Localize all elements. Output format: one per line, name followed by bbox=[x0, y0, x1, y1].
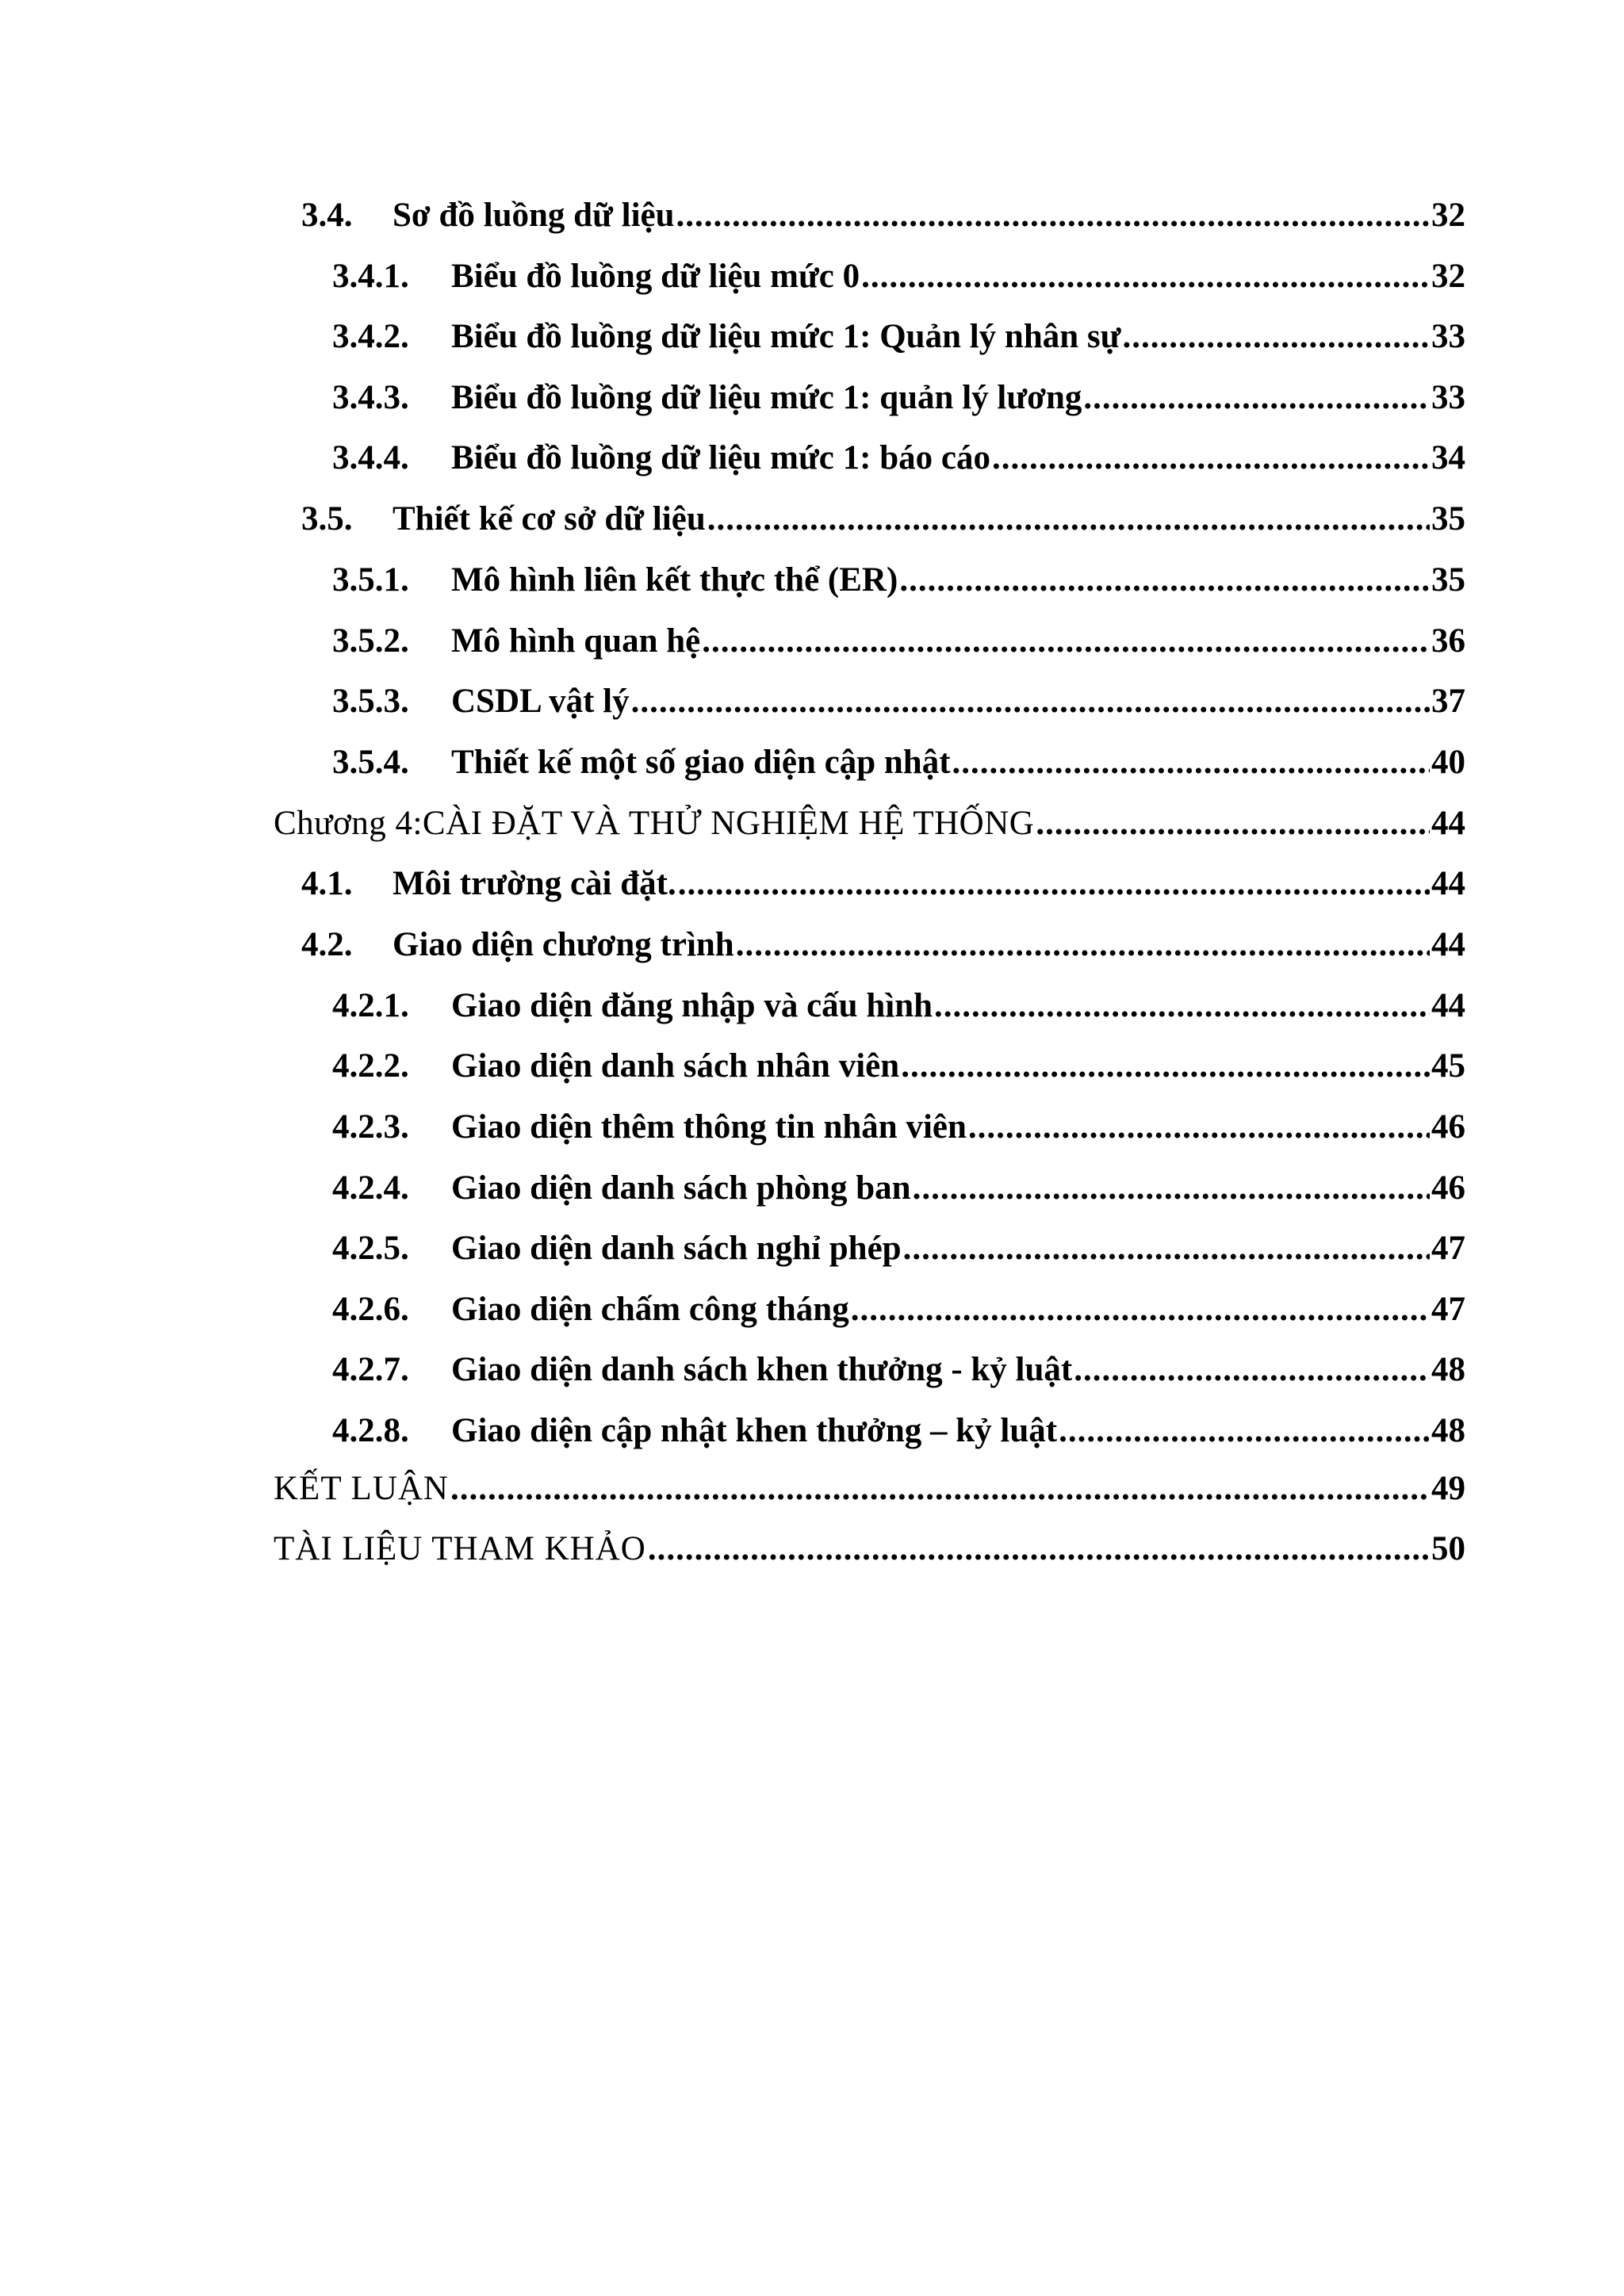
dot-leader bbox=[707, 489, 1430, 549]
toc-entry-title: Biểu đồ luồng dữ liệu mức 1: báo cáo bbox=[451, 439, 990, 476]
dot-leader bbox=[736, 915, 1430, 975]
toc-entry-number: 4.2.3. bbox=[332, 1108, 409, 1146]
toc-entry-number: 4.2.6. bbox=[332, 1291, 409, 1328]
toc-entry-title: Thiết kế một số giao diện cập nhật bbox=[451, 744, 951, 781]
toc-entry-number: 3.4.4. bbox=[332, 439, 409, 476]
toc-entry-page: 47 bbox=[1431, 1291, 1465, 1328]
toc-entry-4-2-7[interactable] bbox=[274, 1340, 1465, 1400]
toc-entry-page: 47 bbox=[1431, 1230, 1465, 1267]
toc-entry-title: Biểu đồ luồng dữ liệu mức 1: Quản lý nhân sự bbox=[451, 318, 1121, 355]
dot-leader bbox=[861, 247, 1430, 307]
dot-leader bbox=[1122, 307, 1430, 367]
toc-entry-title: Giao diện chấm công tháng bbox=[451, 1291, 849, 1328]
toc-entry-page: 49 bbox=[1431, 1470, 1465, 1507]
toc-entry-title: KẾT LUẬN bbox=[274, 1470, 449, 1507]
toc-entry-page: 46 bbox=[1431, 1108, 1465, 1146]
toc-entry-page: 48 bbox=[1431, 1412, 1465, 1449]
toc-entry-title: Giao diện đăng nhập và cấu hình bbox=[451, 987, 933, 1024]
toc-entry-3-5[interactable] bbox=[274, 489, 1465, 549]
dot-leader bbox=[631, 672, 1430, 732]
dot-leader bbox=[702, 611, 1430, 672]
dot-leader bbox=[934, 976, 1430, 1036]
toc-entry-page: 40 bbox=[1431, 744, 1465, 781]
toc-entry-3-5-3[interactable] bbox=[274, 672, 1465, 732]
toc-entry-title: Biểu đồ luồng dữ liệu mức 1: quản lý lương bbox=[451, 379, 1082, 416]
toc-entry-page: 37 bbox=[1431, 683, 1465, 720]
toc-entry-page: 32 bbox=[1431, 258, 1465, 295]
toc-entry-3-5-1[interactable] bbox=[274, 550, 1465, 610]
toc-entry-4-2-3[interactable] bbox=[274, 1097, 1465, 1158]
toc-entry-page: 36 bbox=[1431, 622, 1465, 660]
dot-leader bbox=[901, 1036, 1430, 1096]
toc-entry-number: 3.5.4. bbox=[332, 744, 409, 781]
dot-leader bbox=[676, 186, 1430, 246]
toc-entry-page: 44 bbox=[1431, 926, 1465, 963]
toc-entry-page: 44 bbox=[1431, 865, 1465, 902]
toc-entry-title: Giao diện danh sách phòng ban bbox=[451, 1169, 911, 1207]
dot-leader bbox=[952, 733, 1430, 793]
toc-entry-title: Biểu đồ luồng dữ liệu mức 0 bbox=[451, 258, 860, 295]
toc-entry-page: 35 bbox=[1431, 561, 1465, 599]
toc-entry-title: Mô hình liên kết thực thể (ER) bbox=[451, 561, 898, 599]
dot-leader bbox=[1036, 794, 1430, 854]
toc-entry-title: Chương 4:CÀI ĐẶT VÀ THỬ NGHIỆM HỆ THỐNG bbox=[274, 805, 1035, 842]
toc-entry-page: 46 bbox=[1431, 1169, 1465, 1207]
toc-entry-number: 4.2.5. bbox=[332, 1230, 409, 1267]
toc-entry-title: CSDL vật lý bbox=[451, 683, 630, 720]
toc-entry-conclusion[interactable] bbox=[274, 1459, 1465, 1519]
toc-entry-4-2-8[interactable] bbox=[274, 1401, 1465, 1461]
toc-entry-page: 35 bbox=[1431, 500, 1465, 538]
dot-leader bbox=[992, 428, 1430, 488]
toc-entry-3-4[interactable] bbox=[274, 186, 1465, 246]
toc-entry-number: 3.5.1. bbox=[332, 561, 409, 599]
toc-entry-3-5-2[interactable] bbox=[274, 611, 1465, 672]
dot-leader bbox=[903, 1219, 1430, 1279]
dot-leader bbox=[450, 1459, 1430, 1519]
toc-entry-title: Thiết kế cơ sở dữ liệu bbox=[393, 500, 706, 538]
toc-entry-page: 44 bbox=[1431, 987, 1465, 1024]
toc-entry-chapter-4[interactable] bbox=[274, 794, 1465, 854]
toc-entry-4-2-6[interactable] bbox=[274, 1280, 1465, 1340]
toc-entry-references[interactable] bbox=[274, 1519, 1465, 1579]
toc-entry-number: 3.4.3. bbox=[332, 379, 409, 416]
toc-entry-number: 3.5.2. bbox=[332, 622, 409, 660]
dot-leader bbox=[678, 854, 1430, 914]
toc-entry-page: 48 bbox=[1431, 1351, 1465, 1388]
toc-entry-3-4-1[interactable] bbox=[274, 247, 1465, 307]
toc-entry-4-2-4[interactable] bbox=[274, 1158, 1465, 1219]
toc-entry-title: Sơ đồ luồng dữ liệu bbox=[393, 197, 675, 234]
toc-entry-number: 3.5.3. bbox=[332, 683, 409, 720]
dot-leader bbox=[1059, 1401, 1430, 1461]
toc-entry-title: Môi trường cài đặt. bbox=[393, 865, 676, 902]
toc-entry-title: TÀI LIỆU THAM KHẢO bbox=[274, 1530, 646, 1567]
toc-entry-page: 32 bbox=[1431, 197, 1465, 234]
toc-entry-number: 4.2.1. bbox=[332, 987, 409, 1024]
toc-entry-4-2-1[interactable] bbox=[274, 976, 1465, 1036]
dot-leader bbox=[899, 550, 1430, 610]
toc-entry-title: Giao diện danh sách khen thưởng - kỷ luật bbox=[451, 1351, 1073, 1388]
toc-entry-title: Giao diện danh sách nhân viên bbox=[451, 1047, 900, 1085]
dot-leader bbox=[851, 1280, 1430, 1340]
toc-entry-4-2-2[interactable] bbox=[274, 1036, 1465, 1096]
toc-entry-4-2-5[interactable] bbox=[274, 1219, 1465, 1279]
toc-entry-number: 4.2.7. bbox=[332, 1351, 409, 1388]
toc-entry-number: 3.4.1. bbox=[332, 258, 409, 295]
toc-entry-3-4-3[interactable] bbox=[274, 368, 1465, 428]
toc-entry-number: 4.2.4. bbox=[332, 1169, 409, 1207]
toc-entry-3-4-4[interactable] bbox=[274, 428, 1465, 488]
toc-entry-page: 44 bbox=[1431, 805, 1465, 842]
toc-entry-page: 34 bbox=[1431, 439, 1465, 476]
toc-entry-page: 45 bbox=[1431, 1047, 1465, 1085]
toc-entry-title: Giao diện thêm thông tin nhân viên bbox=[451, 1108, 967, 1146]
toc-entry-number: 4.1. bbox=[301, 865, 353, 902]
dot-leader bbox=[648, 1519, 1430, 1579]
toc-entry-title: Giao diện danh sách nghỉ phép bbox=[451, 1230, 902, 1267]
toc-entry-number: 3.4.2. bbox=[332, 318, 409, 355]
toc-entry-4-2[interactable] bbox=[274, 915, 1465, 975]
toc-entry-number: 4.2.2. bbox=[332, 1047, 409, 1085]
toc-entry-4-1[interactable] bbox=[274, 854, 1465, 914]
toc-entry-number: 3.5. bbox=[301, 500, 353, 538]
dot-leader bbox=[913, 1158, 1430, 1219]
toc-entry-page: 50 bbox=[1431, 1530, 1465, 1567]
dot-leader bbox=[1074, 1340, 1430, 1400]
toc-entry-3-4-2[interactable] bbox=[274, 307, 1465, 367]
toc-entry-number: 4.2.8. bbox=[332, 1412, 409, 1449]
toc-entry-3-5-4[interactable] bbox=[274, 733, 1465, 793]
toc-entry-number: 3.4. bbox=[301, 197, 353, 234]
toc-entry-title: Mô hình quan hệ bbox=[451, 622, 701, 660]
toc-entry-page: 33 bbox=[1431, 379, 1465, 416]
dot-leader bbox=[968, 1097, 1430, 1158]
toc-entry-page: 33 bbox=[1431, 318, 1465, 355]
toc-entry-title: Giao diện chương trình bbox=[393, 926, 734, 963]
dot-leader bbox=[1083, 368, 1430, 428]
toc-entry-number: 4.2. bbox=[301, 926, 353, 963]
toc-entry-title: Giao diện cập nhật khen thưởng – kỷ luật bbox=[451, 1412, 1058, 1449]
